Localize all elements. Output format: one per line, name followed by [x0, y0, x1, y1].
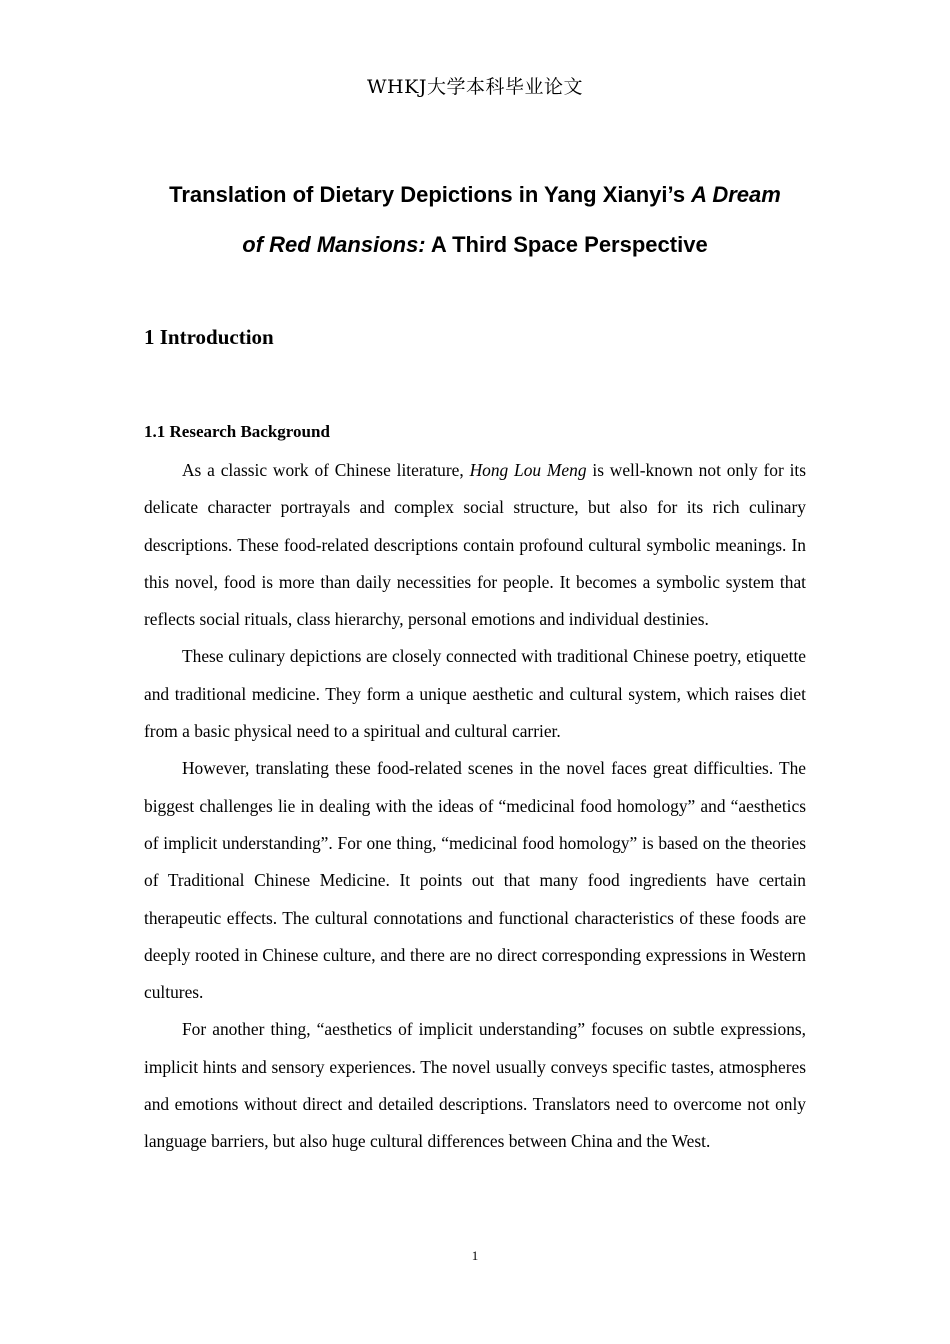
paragraph	[144, 452, 806, 638]
book-title-italic: Hong Lou Meng	[469, 460, 587, 480]
subsection-heading: 1.1 Research Background	[144, 422, 330, 441]
paragraph: For another thing, “aesthetics of implicit understanding” focuses on subtle expressions, implicit hints and sensory experiences. The novel usually conveys specific tastes, atmospheres and emotions without direct and detailed descriptions. Translators need to overcome not only language barriers, but also huge cultural differences between China and the West.	[144, 1019, 806, 1152]
paper-title	[144, 170, 806, 270]
paragraph-text: As a classic work of Chinese literature,	[182, 460, 470, 480]
paragraph: However, translating these food-related scenes in the novel faces great difficulties. The biggest challenges lie in dealing with the ideas of “medicinal food homology” and “aesthetics of implicit understanding”. For one thing, “medicinal food homology” is based on the theories of Traditional Chinese Medicine. It points out that many food ingredients have certain therapeutic effects. The cultural connotations and functional characteristics of these foods are deeply rooted in Chinese culture, and there are no direct corresponding expressions in Western cultures.	[144, 758, 806, 1003]
title-line-2	[144, 220, 806, 270]
title-text: A Third Space Perspective	[425, 232, 708, 257]
body-text	[144, 452, 806, 1161]
page-header: WHKJ大学本科毕业论文	[367, 76, 583, 98]
title-text: Translation of Dietary Depictions in Yang Xianyi’s	[169, 182, 692, 207]
title-line-1	[144, 170, 806, 220]
paragraph-text: is well-known not only for its delicate character portrayals and complex social structure, but also for its rich culinary descriptions. These food-related descriptions contain profound cultural symbolic meanings. In this novel, food is more than daily necessities for people. It becomes a symbolic system that reflects social rituals, class hierarchy, personal emotions and individual destinies.	[144, 460, 807, 630]
title-italic: of Red Mansions:	[242, 232, 426, 257]
section-heading: 1 Introduction	[144, 325, 274, 349]
paragraph: These culinary depictions are closely connected with traditional Chinese poetry, etiquette and traditional medicine. They form a unique aesthetic and cultural system, which raises diet from a basic physical need to a spiritual and cultural carrier.	[144, 646, 806, 742]
title-italic: A Dream	[691, 182, 781, 207]
page-number: 1	[471, 1248, 479, 1263]
